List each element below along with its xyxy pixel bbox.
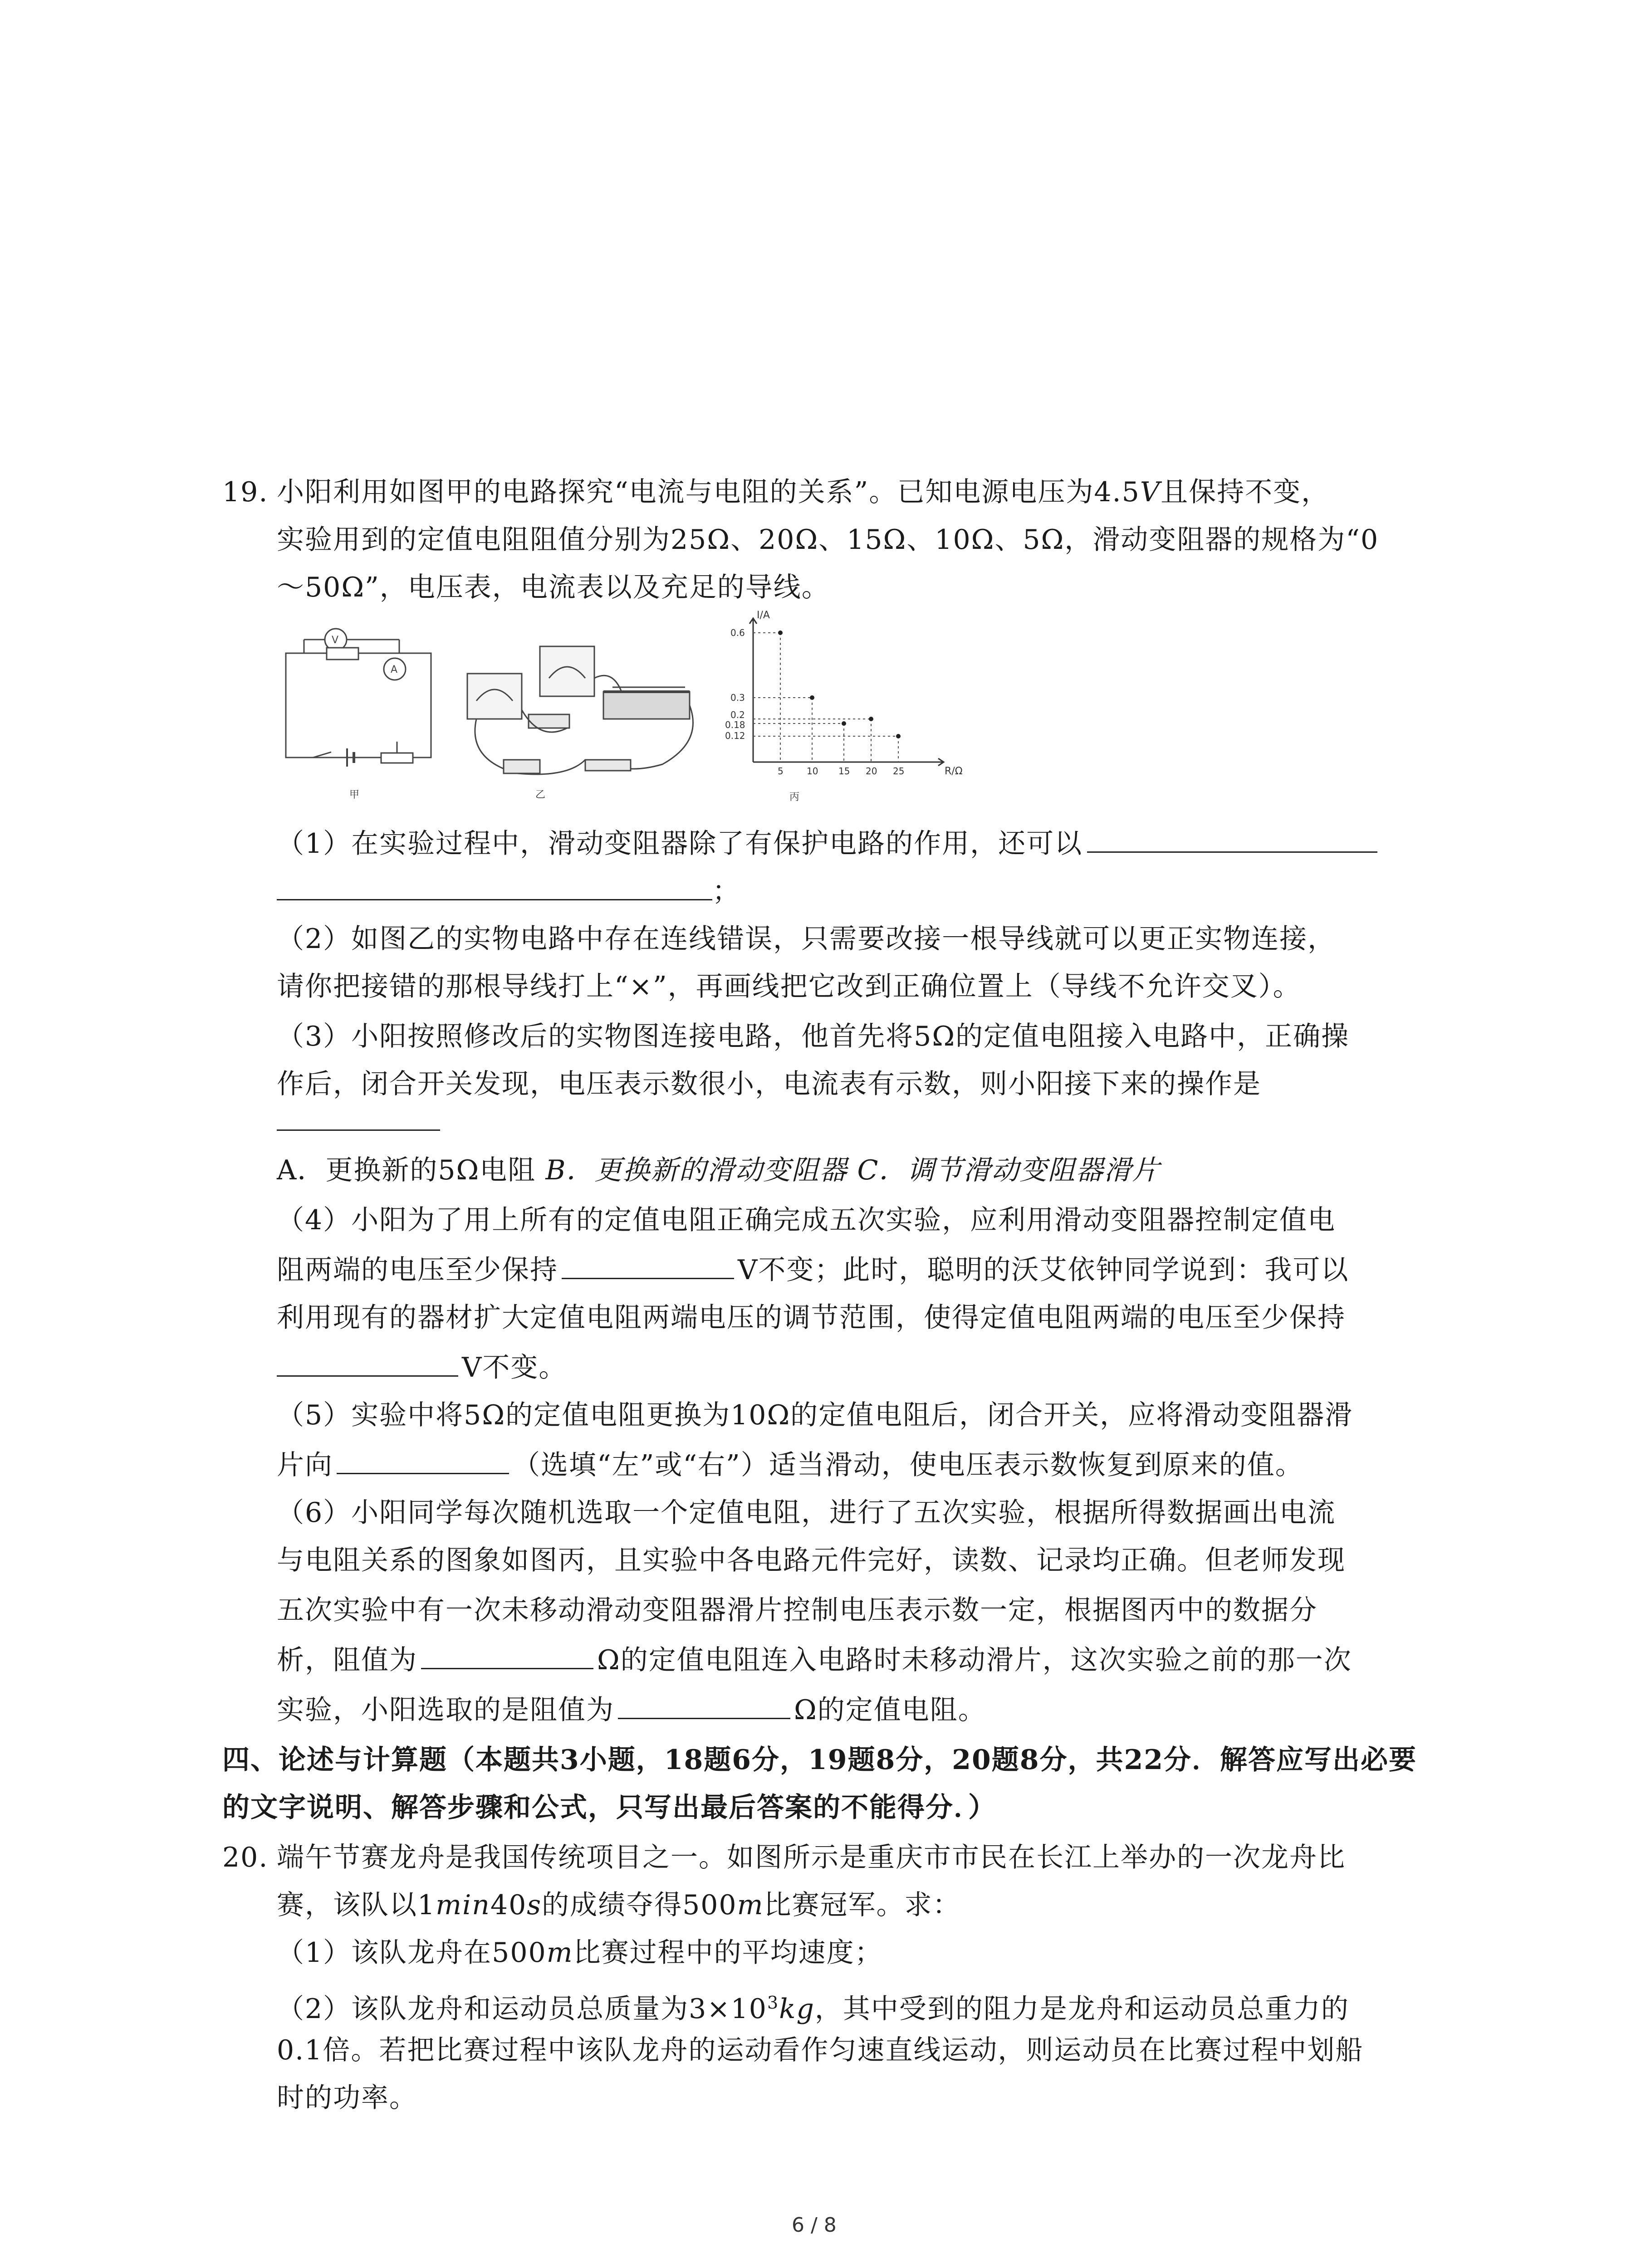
answer-blank[interactable] <box>277 1129 440 1131</box>
q19-part4-line-d: V不变。 <box>277 1347 567 1386</box>
q19-line-3: ～50Ω”，电压表，电流表以及充足的导线。 <box>277 572 830 603</box>
q19-part4-line-c: 利用现有的器材扩大定值电阻两端电压的调节范围，使得定值电阻两端的电压至少保持 <box>277 1302 1346 1334</box>
graph-point <box>778 631 783 635</box>
physical-circuit-yi <box>449 624 708 787</box>
option-a: A．更换新的5Ω电阻 <box>277 1154 546 1186</box>
graph-xtick: 25 <box>893 766 905 777</box>
q19-part1-line-b: ； <box>277 871 740 909</box>
answer-blank[interactable] <box>421 1640 593 1669</box>
figure-label-yi: 乙 <box>535 789 546 801</box>
circuit-diagram-jia <box>272 626 445 780</box>
graph-ylabel: I/A <box>757 610 770 621</box>
graph-xtick: 10 <box>807 766 818 777</box>
answer-blank[interactable] <box>337 1445 509 1474</box>
graph-ytick: 0.2 <box>730 709 745 720</box>
q19-part4-line-b: 阻两端的电压至少保持 V不变；此时，聪明的沃艾依钟同学说到：我可以 <box>277 1250 1349 1288</box>
answer-blank[interactable] <box>1087 823 1377 853</box>
q19-line-1 <box>277 474 1329 510</box>
q20-part2-line-c: 时的功率。 <box>277 2082 417 2114</box>
q19-part2-line-b: 请你把接错的那根导线打上“×”，再画线把它改到正确位置上（导线不允许交叉）。 <box>277 971 1301 1002</box>
q19-part3-line-a: （3）小阳按照修改后的实物图连接电路，他首先将5Ω的定值电阻接入电路中，正确操 <box>277 1021 1350 1052</box>
q19-part6-line-b: 与电阻关系的图象如图丙，且实验中各电路元件完好，读数、记录均正确。但老师发现 <box>277 1545 1346 1576</box>
figure-label-jia: 甲 <box>349 789 360 801</box>
q19-line-1-end: 且保持不变， <box>1161 476 1330 508</box>
q20-part1: （1）该队龙舟在500m比赛过程中的平均速度； <box>277 1937 883 1969</box>
i-r-graph-bing <box>703 610 975 787</box>
section-4-heading: 四、论述与计算题（本题共3小题，18题6分，19题8分，20题8分，共22分．解答应写出必要 <box>222 1744 1417 1776</box>
graph-xtick: 20 <box>866 766 877 777</box>
answer-blank[interactable] <box>277 871 712 900</box>
q20-number: 20. <box>222 1842 269 1873</box>
graph-xlabel: R/Ω <box>945 766 963 777</box>
q19-part3-options <box>277 1152 1160 1188</box>
graph-xtick: 15 <box>838 766 850 777</box>
section-4-heading-cont: 的文字说明、解答步骤和公式，只写出最后答案的不能得分．） <box>222 1792 996 1823</box>
q19-part6-line-c: 五次实验中有一次未移动滑动变阻器滑片控制电压表示数一定，根据图丙中的数据分 <box>277 1594 1318 1626</box>
graph-point <box>842 721 846 726</box>
page-number: 6 / 8 <box>792 2214 837 2237</box>
q19-voltage-value: 4.5 <box>1094 476 1140 508</box>
graph-ytick: 0.6 <box>730 627 745 638</box>
q20-line-2: 赛，该队以1min40s的成绩夺得500m比赛冠军。求： <box>277 1889 961 1921</box>
q20-part2-line-b: 0.1倍。若把比赛过程中该队龙舟的运动看作匀速直线运动，则运动员在比赛过程中划船 <box>277 2034 1364 2066</box>
figure-label-bing: 丙 <box>789 792 800 803</box>
option-b: B．更换新的滑动变阻器 <box>545 1154 857 1186</box>
graph-point <box>869 717 873 721</box>
q19-part6-line-a: （6）小阳同学每次随机选取一个定值电阻，进行了五次实验，根据所得数据画出电流 <box>277 1497 1336 1529</box>
graph-ytick: 0.3 <box>730 692 745 703</box>
option-c: C．调节滑动变阻器滑片 <box>857 1154 1161 1186</box>
q19-line-1-text: 小阳利用如图甲的电路探究“电流与电阻的关系”。已知电源电压为 <box>277 476 1094 508</box>
q19-part6-line-e: 实验，小阳选取的是阻值为 Ω的定值电阻。 <box>277 1690 986 1728</box>
q19-part6-line-d: 析，阻值为 Ω的定值电阻连入电路时未移动滑片，这次实验之前的那一次 <box>277 1640 1352 1678</box>
svg-text:V: V <box>332 635 339 646</box>
graph-ytick: 0.18 <box>725 719 745 730</box>
q19-part3-line-b: 作后，闭合开关发现，电压表示数很小，电流表有示数，则小阳接下来的操作是 <box>277 1068 1261 1100</box>
q19-line-2: 实验用到的定值电阻阻值分别为25Ω、20Ω、15Ω、10Ω、5Ω，滑动变阻器的规格为“0 <box>277 524 1379 556</box>
q19-voltage-unit: V <box>1140 476 1161 508</box>
q20-line-1: 端午节赛龙舟是我国传统项目之一。如图所示是重庆市市民在长江上举办的一次龙舟比 <box>277 1842 1346 1873</box>
q19-number: 19. <box>222 476 269 508</box>
q19-part5-line-a: （5）实验中将5Ω的定值电阻更换为10Ω的定值电阻后，闭合开关，应将滑动变阻器滑 <box>277 1399 1353 1431</box>
q20-part2-line-a: （2）该队龙舟和运动员总质量为$3\times 10^3kg$，其中受到的阻力是龙舟和运动员总重力的 <box>277 1993 1349 2025</box>
answer-blank[interactable] <box>618 1690 790 1719</box>
graph-point <box>896 734 901 738</box>
graph-point <box>810 695 814 700</box>
graph-xtick: 5 <box>778 766 784 777</box>
svg-text:A: A <box>391 664 398 675</box>
q19-part2-line-a: （2）如图乙的实物电路中存在连线错误，只需要改接一根导线就可以更正实物连接， <box>277 923 1336 955</box>
answer-blank[interactable] <box>277 1347 458 1377</box>
q19-part1-line-a: （1）在实验过程中，滑动变阻器除了有保护电路的作用，还可以 <box>277 823 1377 862</box>
graph-ytick: 0.12 <box>725 730 745 741</box>
q19-part4-line-a: （4）小阳为了用上所有的定值电阻正确完成五次实验，应利用滑动变阻器控制定值电 <box>277 1204 1336 1236</box>
q19-part5-line-b: 片向 （选填“左”或“右”）适当滑动，使电压表示数恢复到原来的值。 <box>277 1445 1303 1483</box>
answer-blank[interactable] <box>562 1250 734 1279</box>
